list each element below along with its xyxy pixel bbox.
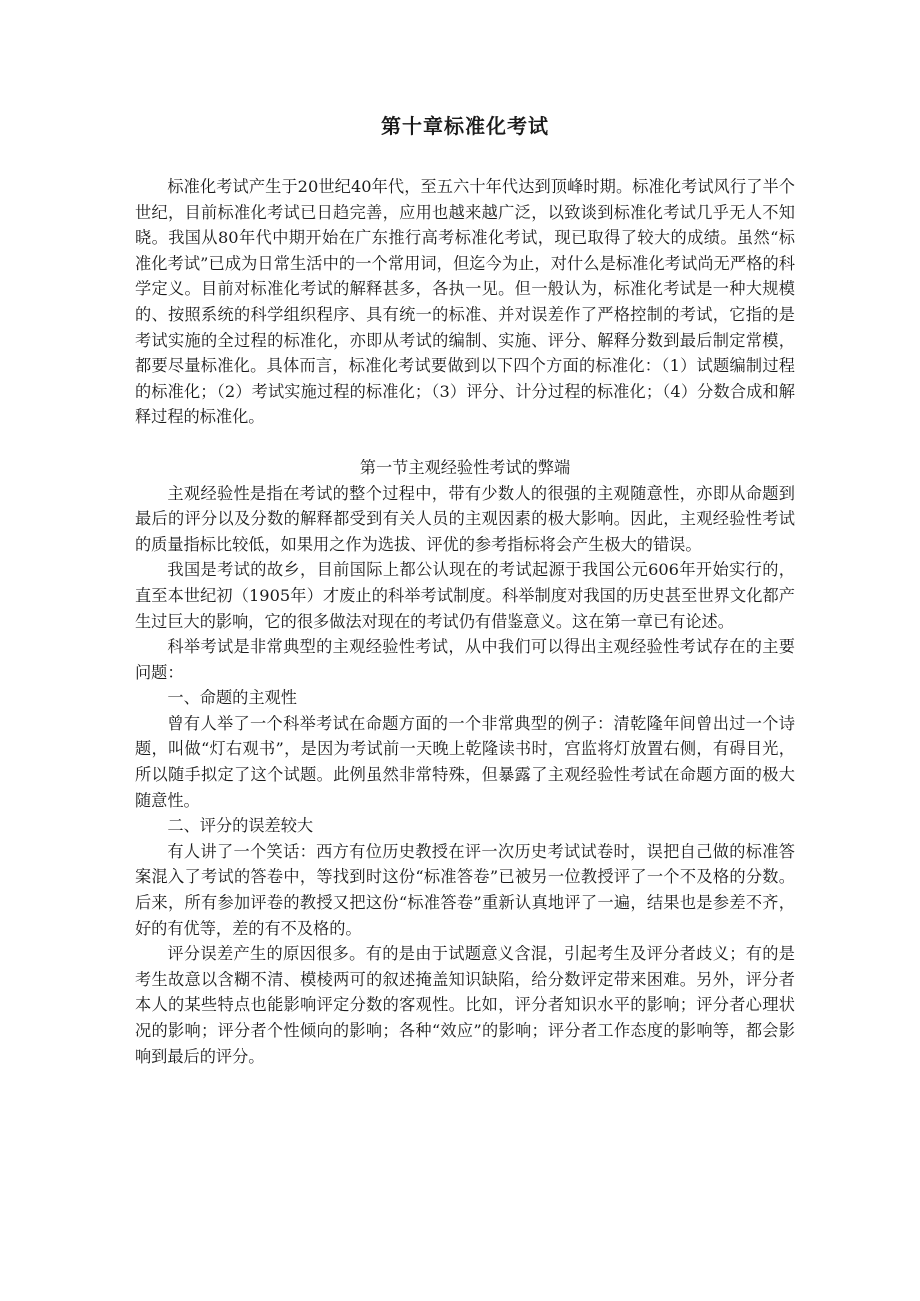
section-title: 第一节主观经验性考试的弊端 (359, 457, 571, 477)
paragraph-scoring-causes: 评分误差产生的原因很多。有的是由于试题意义含混，引起考生及评分者歧义；有的是考生故意以含糊不清、模棱两可的叙述掩盖知识缺陷，给分数评定带来困难。另外，评分者本人的某些特点也能影响评定分数的客观性。比如，评分者知识水平的影响；评分者心理状况的影响；评分者个性倾向的影响；各种“效应”的影响；评分者工作态度的影响等，都会影响到最后的评分。 (135, 944, 795, 1066)
subheading-scoring-error: 二、评分的误差较大 (167, 816, 314, 836)
intro-paragraph: 标准化考试产生于20世纪40年代，至五六十年代达到顶峰时期。标准化考试风行了半个世纪，目前标准化考试已日趋完善，应用也越来越广泛，以致谈到标准化考试几乎无人不知晓。我国从80年代中期开始在广东推行高考标准化考试，现已取得了较大的成绩。虽然“标准化考试”已成为日常生活中的一个常用词，但迄今为止，对什么是标准化考试尚无严格的科学定义。目前对标准化考试的解释甚多，各执一见。但一般认为，标准化考试是一种大规模的、按照系统的科学组织程序、具有统一的标准、并对误差作了严格控制的考试，它指的是考试实施的全过程的标准化，亦即从考试的编制、实施、评分、解释分数到最后制定常模，都要尽量标准化。具体而言，标准化考试要做到以下四个方面的标准化：（1）试题编制过程的标准化；（2）考试实施过程的标准化；（3）评分、计分过程的标准化；（4）分数合成和解释过程的标准化。 (135, 177, 795, 427)
document-page (135, 112, 795, 1069)
paragraph-scoring-joke: 有人讲了一个笑话：西方有位历史教授在评一次历史考试试卷时，误把自己做的标准答案混入了考试的答卷中，等找到时这份“标准答卷”已被另一位教授评了一个不及格的分数。后来，所有参加评卷的教授又把这份“标准答卷”重新认真地评了一遍，结果也是参差不齐，好的有优等，差的有不及格的。 (135, 841, 795, 938)
paragraph-keju-history: 我国是考试的故乡，目前国际上都公认现在的考试起源于我国公元606年开始实行的，直至本世纪初（1905年）才废止的科举考试制度。科举制度对我国的历史甚至世界文化都产生过巨大的影响，它的很多做法对现在的考试仍有借鉴意义。这在第一章已有论述。 (135, 560, 795, 631)
paragraph-subjective-definition: 主观经验性是指在考试的整个过程中，带有少数人的很强的主观随意性，亦即从命题到最后的评分以及分数的解释都受到有关人员的主观因素的极大影响。因此，主观经验性考试的质量指标比较低，如果用之作为选拔、评优的参考指标将会产生极大的错误。 (135, 483, 795, 554)
subheading-proposition: 一、命题的主观性 (167, 688, 297, 708)
chapter-title: 第十章标准化考试 (381, 114, 549, 138)
paragraph-main-problems: 科举考试是非常典型的主观经验性考试，从中我们可以得出主观经验性考试存在的主要问题： (135, 637, 795, 682)
paragraph-proposition-example: 曾有人举了一个科举考试在命题方面的一个非常典型的例子：清乾隆年间曾出过一个诗题，叫做“灯右观书”，是因为考试前一天晚上乾隆读书时，宫监将灯放置右侧，有碍目光，所以随手拟定了这个试题。此例虽然非常特殊，但暴露了主观经验性考试在命题方面的极大随意性。 (135, 713, 795, 810)
